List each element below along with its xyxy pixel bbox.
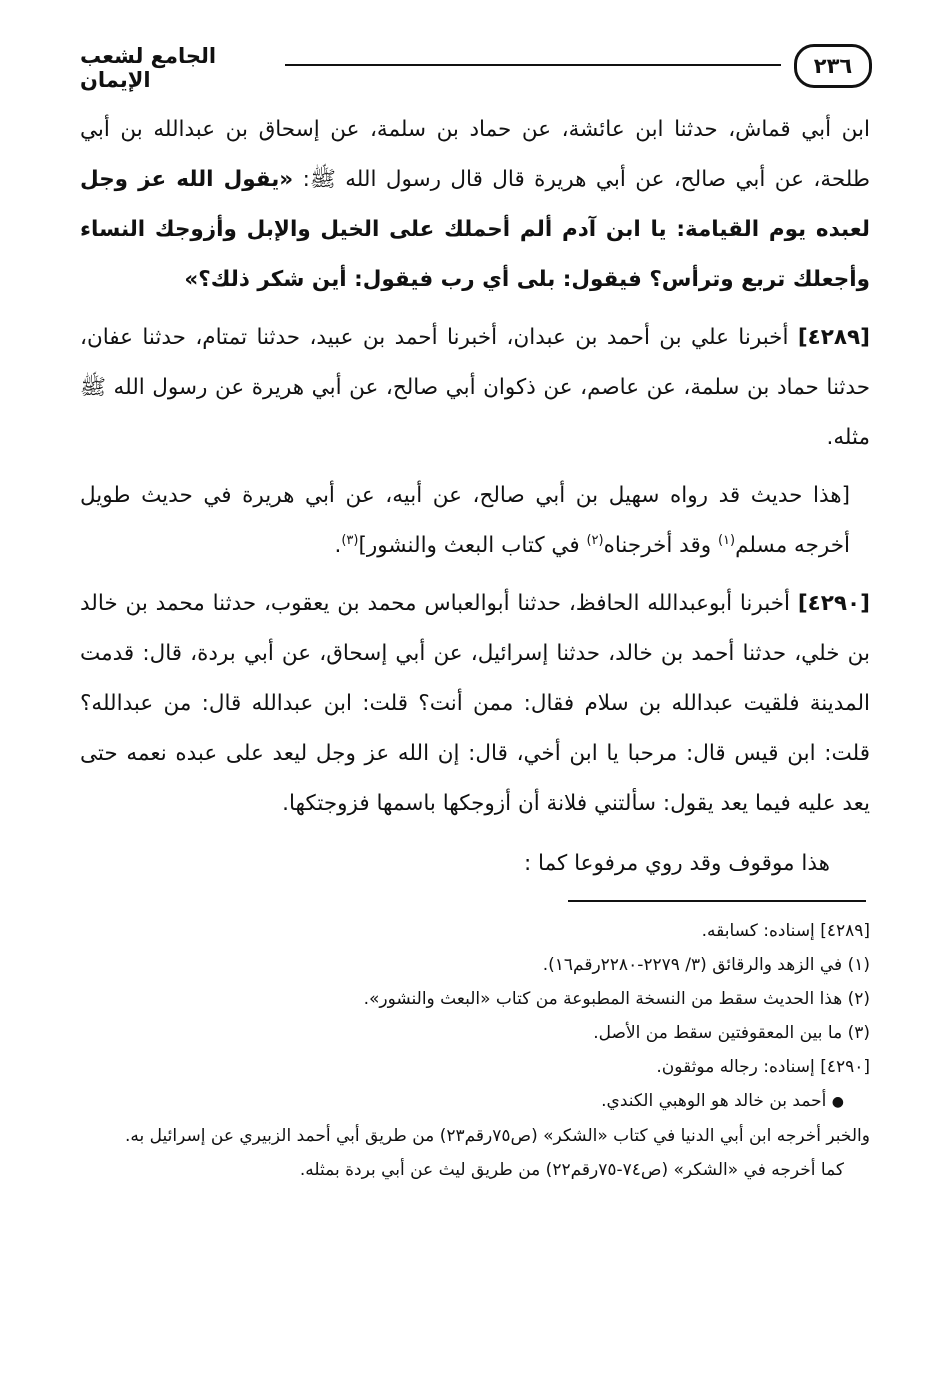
footnote-hadith-number: [٤٢٩٠] <box>820 1057 870 1077</box>
hadith-4289 <box>80 313 870 463</box>
hadith-number: [٤٢٩٠] <box>797 591 870 616</box>
footnote-text: أحمد بن خالد هو الوهبي الكندي. <box>601 1091 832 1111</box>
running-title: الجامع لشعب الإيمان <box>80 44 217 92</box>
page-number: ٢٣٦ <box>813 54 853 78</box>
footnote-3: (٣) ما بين المعقوفتين سقط من الأصل. <box>593 1023 870 1043</box>
hadith-number: [٤٢٨٩] <box>797 325 870 350</box>
footnote-text: إسناده: رجاله موثقون. <box>656 1057 821 1077</box>
hadith-text: أخبرنا علي بن أحمد بن عبدان، أخبرنا أحمد بن عبيد، حدثنا تمتام، حدثنا عفان، حدثنا حماد بن سلمة، عن عاصم، عن ذكوان أبي صالح، عن أبي هريرة عن رسول الله ﷺ مثله. <box>80 325 870 450</box>
footnote-source-1: والخبر أخرجه ابن أبي الدنيا في كتاب «الشكر» (ص٧٥رقم٢٣) من طريق أبي أحمد الزبيري عن إسرائيل به. <box>125 1126 870 1146</box>
note-text: وقد أخرجناه <box>603 533 718 558</box>
footnote-ref-2: (٢) <box>586 532 604 548</box>
editor-note <box>80 471 870 571</box>
header-rule <box>285 64 781 66</box>
hadith-continuation <box>80 105 870 305</box>
footnotes <box>80 914 870 1187</box>
note-text: [هذا حديث قد رواه سهيل بن أبي صالح، عن أبيه، عن أبي هريرة في حديث طويل أخرجه مسلم <box>80 483 850 558</box>
footnote-4289 <box>80 914 870 948</box>
footnote-2: (٢) هذا الحديث سقط من النسخة المطبوعة من كتاب «البعث والنشور». <box>363 989 870 1009</box>
footnote-source-2: كما أخرجه في «الشكر» (ص٧٤-٧٥رقم٢٢) من طريق ليث عن أبي بردة بمثله. <box>299 1160 844 1180</box>
note-text: في كتاب البعث والنشور] <box>358 533 587 558</box>
footnote-hadith-number: [٤٢٨٩] <box>820 921 870 941</box>
footnote-narrator <box>80 1084 870 1119</box>
page-number-badge <box>794 44 872 88</box>
note-text: . <box>334 533 342 558</box>
footnote-ref-1: (١) <box>717 532 736 548</box>
isnad-text: ابن أبي قماش، حدثنا ابن عائشة، عن حماد بن سلمة، عن إسحاق بن عبدالله بن أبي طلحة، عن أبي صالح، عن أبي هريرة قال قال رسول الله ﷺ: <box>80 117 870 192</box>
bullet-icon: ● <box>831 1094 844 1110</box>
hadith-text: أخبرنا أبوعبدالله الحافظ، حدثنا أبوالعباس محمد بن يعقوب، حدثنا محمد بن خالد بن خلي، حدثنا أحمد بن خالد، حدثنا إسرائيل، عن أبي إسحاق، عن أبي بردة، قال: قدمت المدينة فلقيت عبدالله بن سلام فقال: ممن أنت؟ قلت: ابن عبدالله قال: من عبدالله؟ قلت: ابن قيس قال: مرحبا يا ابن أخي، قال: إن الله عز وجل ليعد على عبده نعمه حتى يعد عليه فيما يعد يقول: سألتني فلانة أن أزوجكها باسمها فزوجتكها. <box>80 591 870 816</box>
footnote-ref-3: (٣) <box>341 532 359 548</box>
footnote-1: (١) في الزهد والرقائق (٣/ ٢٢٧٩-٢٢٨٠رقم١٦). <box>542 955 870 975</box>
hadith-matn: «يقول الله عز وجل لعبده يوم القيامة: يا ابن آدم ألم أحملك على الخيل والإبل وأزوجك النساء وأجعلك تربع وترأس؟ فيقول: بلى أي رب فيقول: أين شكر ذلك؟» <box>80 167 870 292</box>
closing-line: هذا موقوف وقد روي مرفوعا كما : <box>523 851 830 876</box>
hadith-4290 <box>80 579 870 829</box>
footnote-text: إسناده: كسابقه. <box>701 921 821 941</box>
footnote-4290 <box>80 1050 870 1084</box>
footnote-rule <box>568 900 866 902</box>
main-text <box>80 105 870 889</box>
